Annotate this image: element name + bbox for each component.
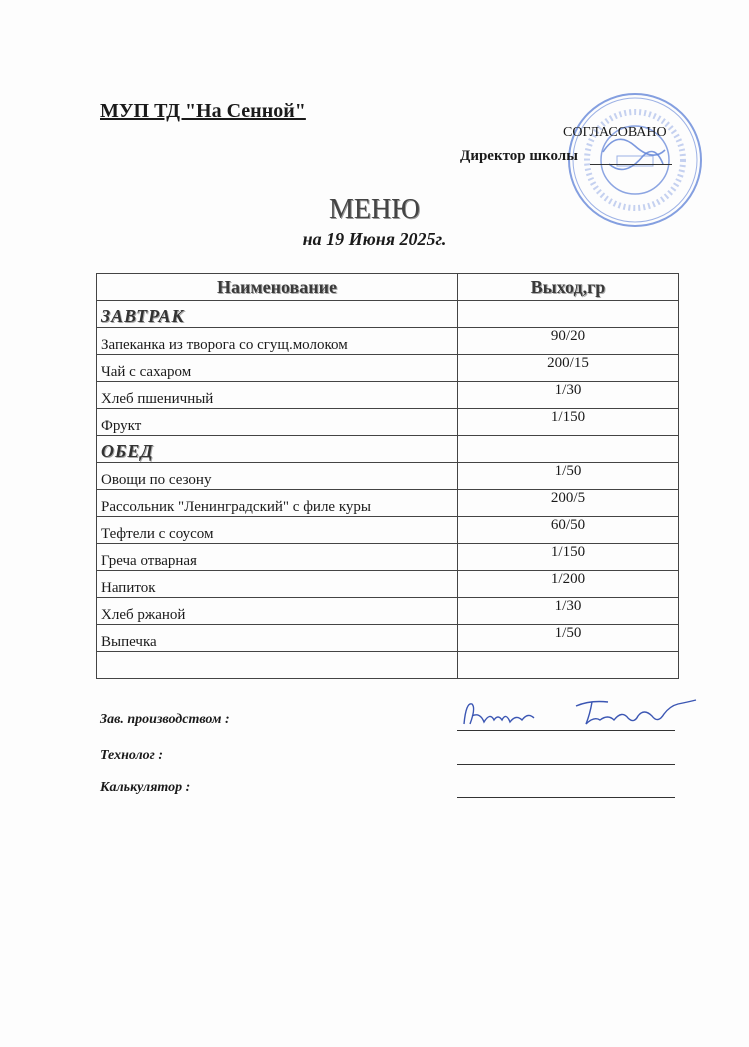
handwritten-signature <box>458 694 698 734</box>
page-title: МЕНЮ <box>329 194 420 225</box>
dish-yield: 90/20 <box>458 328 679 355</box>
production-head-label: Зав. производством : <box>100 712 230 727</box>
table-row <box>97 598 679 625</box>
dish-yield: 1/150 <box>458 409 679 436</box>
table-row <box>97 463 679 490</box>
section-title: ЗАВТРАК <box>97 301 458 328</box>
section-title: ОБЕД <box>97 436 458 463</box>
dish-name: Рассольник "Ленинградский" с филе куры <box>97 490 458 517</box>
table-row <box>97 355 679 382</box>
director-signature-line <box>590 164 672 165</box>
table-row <box>97 544 679 571</box>
dish-yield: 1/50 <box>458 463 679 490</box>
director-label: Директор школы <box>460 148 578 164</box>
dish-yield: 60/50 <box>458 517 679 544</box>
table-row <box>97 490 679 517</box>
section-row-lunch <box>97 436 679 463</box>
dish-name: Фрукт <box>97 409 458 436</box>
dish-yield: 1/200 <box>458 571 679 598</box>
dish-name: Выпечка <box>97 625 458 652</box>
dish-yield: 200/15 <box>458 355 679 382</box>
calculator-signature-line <box>457 797 675 798</box>
technologist-label: Технолог : <box>100 748 164 763</box>
menu-date: на 19 Июня 2025г. <box>302 229 447 249</box>
section-yield-empty <box>458 436 679 463</box>
dish-name: Чай с сахаром <box>97 355 458 382</box>
section-row-breakfast <box>97 301 679 328</box>
dish-name: Тефтели с соусом <box>97 517 458 544</box>
dish-yield: 1/30 <box>458 382 679 409</box>
table-row <box>97 328 679 355</box>
dish-yield: 1/50 <box>458 625 679 652</box>
dish-name: Овощи по сезону <box>97 463 458 490</box>
technologist-signature-line <box>457 764 675 765</box>
dish-yield: 200/5 <box>458 490 679 517</box>
table-row <box>97 625 679 652</box>
empty-cell <box>458 652 679 679</box>
dish-name: Хлеб пшеничный <box>97 382 458 409</box>
table-row <box>97 571 679 598</box>
column-header-yield: Выход,гр <box>458 274 679 301</box>
table-header-row <box>97 274 679 301</box>
approved-label: СОГЛАСОВАНО <box>563 125 667 140</box>
dish-name: Запеканка из творога со сгущ.молоком <box>97 328 458 355</box>
table-row-empty <box>97 652 679 679</box>
section-yield-empty <box>458 301 679 328</box>
dish-yield: 1/150 <box>458 544 679 571</box>
dish-name: Хлеб ржаной <box>97 598 458 625</box>
dish-name: Напиток <box>97 571 458 598</box>
dish-yield: 1/30 <box>458 598 679 625</box>
empty-cell <box>97 652 458 679</box>
column-header-name: Наименование <box>97 274 458 301</box>
table-row <box>97 409 679 436</box>
menu-table <box>96 273 679 679</box>
calculator-label: Калькулятор : <box>100 780 191 795</box>
table-row <box>97 517 679 544</box>
organization-name: МУП ТД "На Сенной" <box>100 100 306 122</box>
table-row <box>97 382 679 409</box>
dish-name: Греча отварная <box>97 544 458 571</box>
